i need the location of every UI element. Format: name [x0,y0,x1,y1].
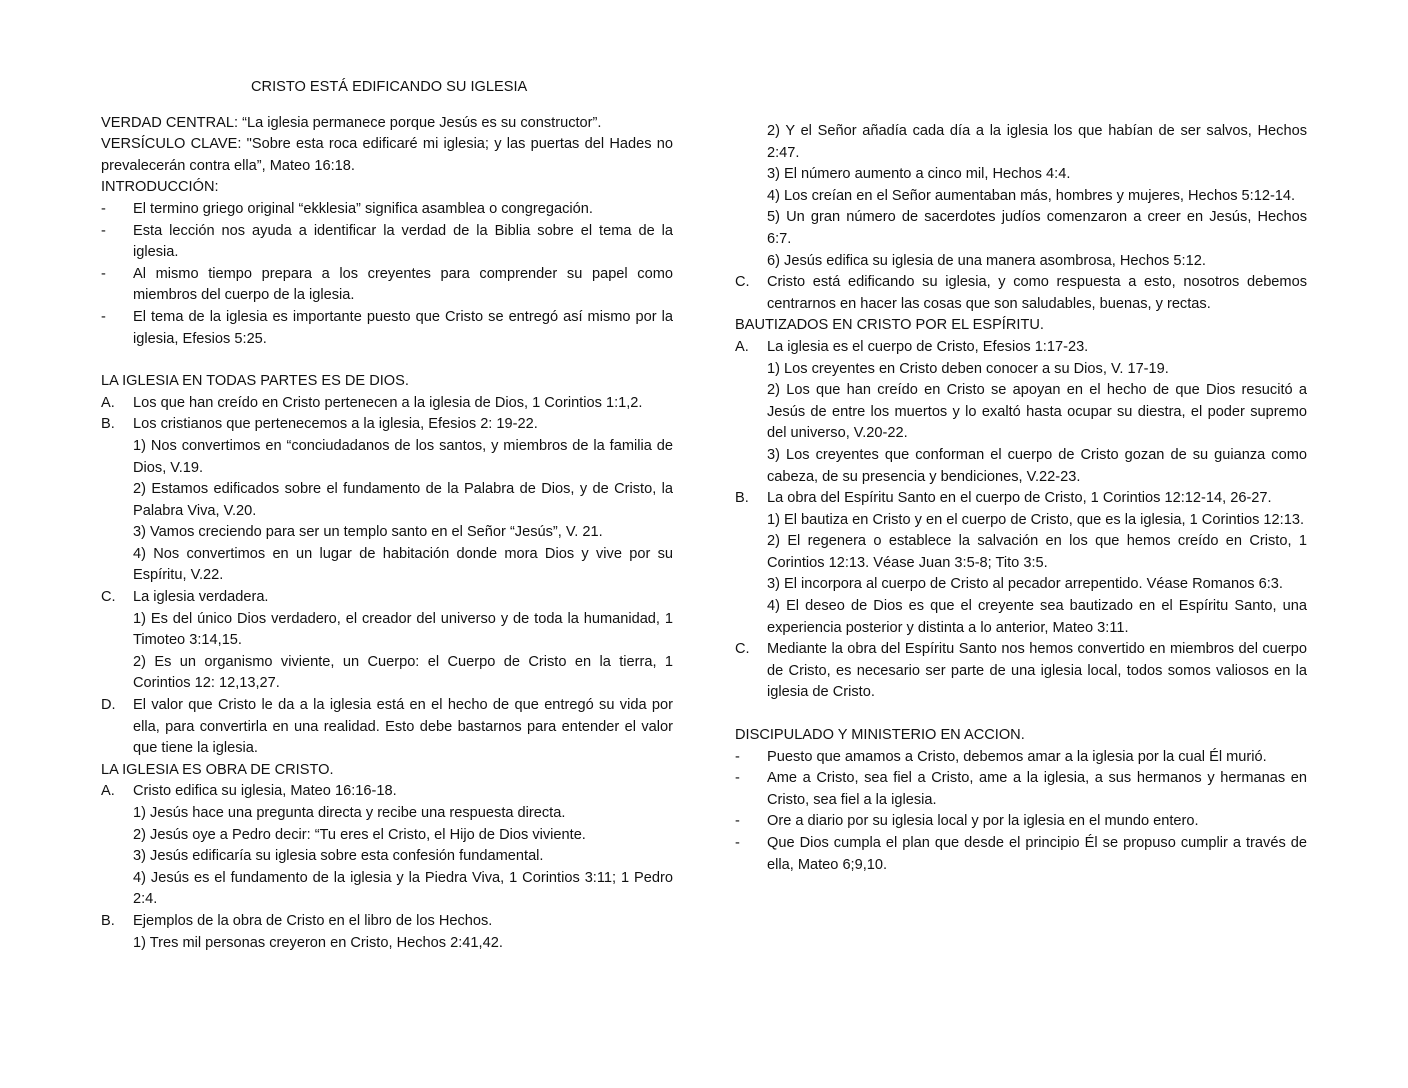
list-item [735,768,1307,811]
sub-point: 2) El regenera o establece la salvación en los que hemos creído en Cristo, 1 Corintios 12:13. Véase Juan 3:5-8; Tito 3:5. [767,533,1307,571]
outline-item [735,639,1307,704]
sub-point: 3) Los creyentes que conforman el cuerpo de Cristo gozan de su guianza como cabeza, de su presencia y bendiciones, V.22-23. [767,446,1307,485]
section-heading: BAUTIZADOS EN CRISTO POR EL ESPÍRITU. [735,317,1044,334]
list-item-text: Que Dios cumpla el plan que desde el principio Él se propuso cumplir a través de ella, Mateo 6;9,10. [767,835,1307,873]
sub-point: 1) El bautiza en Cristo y en el cuerpo de Cristo, que es la iglesia, 1 Corintios 12:13. [767,511,1305,528]
list-item-text: Ore a diario por su iglesia local y por la iglesia en el mundo entero. [767,813,1199,830]
document-title: CRISTO ESTÁ EDIFICANDO SU IGLESIA [251,79,528,95]
outline-text: Los que han creído en Cristo pertenecen a la iglesia de Dios, 1 Corintios 1:1,2. [133,394,643,411]
verdad-central: VERDAD CENTRAL: “La iglesia permanece porque Jesús es su constructor”. [101,114,602,131]
bullet-marker: - [101,200,106,217]
sub-point: 3) Vamos creciendo para ser un templo santo en el Señor “Jesús”, V. 21. [133,524,603,541]
bullet-marker: - [101,308,106,325]
outline-item [735,272,1307,315]
bullet-marker: - [735,748,740,765]
outline-text: Los cristianos que pertenecemos a la iglesia, Efesios 2: 19-22. [133,416,538,433]
sub-point: 1) Los creyentes en Cristo deben conocer a su Dios, V. 17-19. [767,360,1169,377]
list-item-text: Esta lección nos ayuda a identificar la verdad de la Biblia sobre el tema de la iglesia. [133,222,673,261]
outline-marker: B. [101,416,115,433]
sub-point: 4) Los creían en el Señor aumentaban más, hombres y mujeres, Hechos 5:12-14. [767,187,1296,204]
outline-text: La obra del Espíritu Santo en el cuerpo de Cristo, 1 Corintios 12:12-14, 26-27. [767,490,1272,507]
outline-item [101,781,673,803]
outline-marker: C. [735,274,750,291]
list-item [735,747,1307,769]
spacer [101,350,673,371]
sub-point: 3) Jesús edificaría su iglesia sobre esta confesión fundamental. [133,848,544,865]
outline-marker: A. [101,394,115,411]
sub-point: 2) Los que han creído en Cristo se apoyan en el hecho de que Dios resucitó a Jesús de entre los muertos y lo exaltó hasta ocupar su diestra, el poder supremo del universo, V.20-22. [767,382,1307,442]
list-item [101,221,673,264]
outline-text: Mediante la obra del Espíritu Santo nos hemos convertido en miembros del cuerpo de Cristo, es necesario ser parte de una iglesia local, todos somos valiosos en la iglesia de Cristo. [767,641,1307,701]
sub-point: 2) Y el Señor añadía cada día a la iglesia los que habían de ser salvos, Hechos 2:47. [767,123,1307,161]
sub-point: 3) El incorpora al cuerpo de Cristo al pecador arrepentido. Véase Romanos 6:3. [767,576,1283,593]
outline-item [101,393,673,415]
outline-marker: A. [101,783,115,800]
outline-text: La iglesia verdadera. [133,589,269,606]
list-item [101,264,673,307]
sub-point: 2) Estamos edificados sobre el fundamento de la Palabra de Dios, y de Cristo, la Palabra Viva, V.20. [133,481,673,519]
outline-item [101,695,673,760]
bullet-marker: - [735,835,740,851]
list-item [735,833,1307,876]
bullet-marker: - [735,813,740,830]
outline-text: El valor que Cristo le da a la iglesia está en el hecho de que entregó su vida por ella, para convertirla en una realidad. Esto debe bastarnos para entender el valor que tiene la iglesia. [133,697,673,757]
list-item [101,307,673,350]
sub-point: 1) Tres mil personas creyeron en Cristo, Hechos 2:41,42. [133,934,503,951]
bullet-marker: - [735,770,740,787]
sub-point: 1) Es del único Dios verdadero, el creador del universo y de toda la humanidad, 1 Timoteo 3:14,15. [133,610,673,649]
outline-marker: B. [101,912,115,929]
outline-marker: C. [101,589,116,606]
list-item [101,199,673,221]
outline-item [101,911,673,933]
section-heading: LA IGLESIA EN TODAS PARTES ES DE DIOS. [101,373,409,390]
outline-marker: A. [735,338,749,355]
right-column [735,121,1307,876]
outline-marker: C. [735,641,750,658]
intro-heading: INTRODUCCIÓN: [101,179,219,196]
outline-item [735,337,1307,359]
section-heading: DISCIPULADO Y MINISTERIO EN ACCION. [735,727,1025,744]
list-item-text: Al mismo tiempo prepara a los creyentes para comprender su papel como miembros del cuerpo de la iglesia. [133,265,673,304]
sub-point: 1) Nos convertimos en “conciudadanos de los santos, y miembros de la familia de Dios, V.19. [133,437,673,476]
outline-marker: B. [735,490,749,507]
sub-point: 5) Un gran número de sacerdotes judíos comenzaron a creer en Jesús, Hechos 6:7. [767,209,1307,247]
outline-marker: D. [101,697,116,714]
outline-item [101,587,673,609]
outline-text: Cristo edifica su iglesia, Mateo 16:16-18. [133,783,397,800]
outline-text: Cristo está edificando su iglesia, y como respuesta a esto, nosotros debemos centrarnos en hacer las cosas que son saludables, buenas, y rectas. [767,274,1307,312]
list-item-text: Ame a Cristo, sea fiel a Cristo, ame a la iglesia, a sus hermanos y hermanas en Cristo, sea fiel a la iglesia. [767,770,1307,808]
sub-point: 4) El deseo de Dios es que el creyente sea bautizado en el Espíritu Santo, una experiencia posterior y distinta a lo anterior, Mateo 3:11. [767,598,1307,636]
bullet-marker: - [101,265,106,282]
sub-point: 6) Jesús edifica su iglesia de una manera asombrosa, Hechos 5:12. [767,252,1206,269]
sub-point: 2) Es un organismo viviente, un Cuerpo: el Cuerpo de Cristo en la tierra, 1 Corintios 12: 12,13,27. [133,653,673,692]
versiculo-clave: VERSÍCULO CLAVE: "Sobre esta roca edificaré mi iglesia; y las puertas del Hades no prevalecerán contra ella”, Mateo 16:18. [101,136,673,174]
outline-item [735,488,1307,510]
spacer [735,704,1307,725]
sub-point: 4) Nos convertimos en un lugar de habitación donde mora Dios y vive por su Espíritu, V.22. [133,545,673,584]
left-column [101,77,673,954]
list-item [735,811,1307,833]
list-item-text: El termino griego original “ekklesia” significa asamblea o congregación. [133,200,593,217]
sub-point: 1) Jesús hace una pregunta directa y recibe una respuesta directa. [133,805,566,821]
list-item-text: Puesto que amamos a Cristo, debemos amar a la iglesia por la cual Él murió. [767,748,1267,765]
outline-item [101,414,673,436]
sub-point: 4) Jesús es el fundamento de la iglesia y la Piedra Viva, 1 Corintios 3:11; 1 Pedro 2:4. [133,869,673,908]
outline-text: Ejemplos de la obra de Cristo en el libro de los Hechos. [133,912,493,929]
section-heading: LA IGLESIA ES OBRA DE CRISTO. [101,761,334,778]
bullet-marker: - [101,222,106,239]
sub-point: 3) El número aumento a cinco mil, Hechos 4:4. [767,166,1071,183]
list-item-text: El tema de la iglesia es importante puesto que Cristo se entregó así mismo por la iglesia, Efesios 5:25. [133,308,673,347]
outline-text: La iglesia es el cuerpo de Cristo, Efesios 1:17-23. [767,338,1089,355]
sub-point: 2) Jesús oye a Pedro decir: “Tu eres el Cristo, el Hijo de Dios viviente. [133,826,586,843]
